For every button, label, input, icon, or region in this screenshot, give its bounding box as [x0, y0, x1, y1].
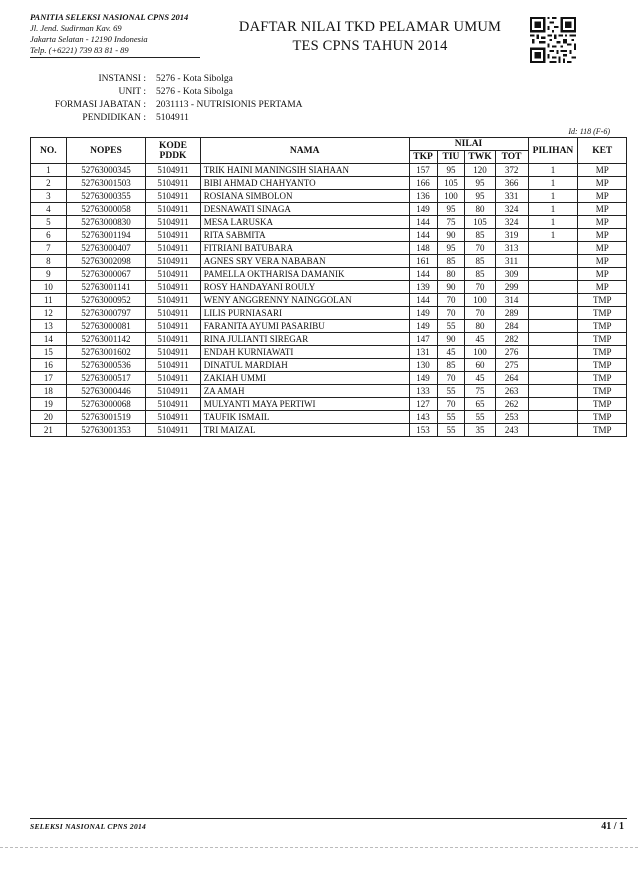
- cell-no: 10: [31, 281, 67, 294]
- cell-tkp: 149: [409, 320, 437, 333]
- cell-no: 5: [31, 216, 67, 229]
- cell-no: 19: [31, 398, 67, 411]
- cell-twk: 75: [465, 385, 495, 398]
- cell-tkp: 127: [409, 398, 437, 411]
- meta-value: 5276 - Kota Sibolga: [156, 87, 233, 97]
- col-nopes: NOPES: [66, 138, 145, 164]
- qr-code-icon: [530, 17, 576, 63]
- cell-pilihan: [528, 255, 578, 268]
- table-row: [31, 424, 627, 437]
- cell-kode-pddk: 5104911: [146, 177, 201, 190]
- cell-twk: 120: [465, 164, 495, 177]
- cell-no: 1: [31, 164, 67, 177]
- cell-twk: 100: [465, 346, 495, 359]
- meta-unit: [30, 86, 303, 99]
- cell-pilihan: 1: [528, 177, 578, 190]
- cell-ket: TMP: [578, 346, 627, 359]
- cell-nopes: 52763000952: [66, 294, 145, 307]
- cell-tot: 243: [495, 424, 528, 437]
- cell-tkp: 130: [409, 359, 437, 372]
- cell-nama: PAMELLA OKTHARISA DAMANIK: [200, 268, 409, 281]
- cell-nama: ROSY HANDAYANI ROULY: [200, 281, 409, 294]
- cell-ket: TMP: [578, 424, 627, 437]
- cell-tot: 324: [495, 203, 528, 216]
- cell-nopes: 52763001503: [66, 177, 145, 190]
- cell-nama: TRIK HAINI MANINGSIH SIAHAAN: [200, 164, 409, 177]
- organization-block: [30, 12, 188, 56]
- cell-ket: TMP: [578, 411, 627, 424]
- table-row: [31, 385, 627, 398]
- cell-tot: 262: [495, 398, 528, 411]
- cell-no: 9: [31, 268, 67, 281]
- cell-tot: 313: [495, 242, 528, 255]
- cell-pilihan: [528, 411, 578, 424]
- cell-pilihan: [528, 346, 578, 359]
- cell-nopes: 52763000067: [66, 268, 145, 281]
- table-row: [31, 216, 627, 229]
- cell-kode-pddk: 5104911: [146, 242, 201, 255]
- cell-pilihan: [528, 372, 578, 385]
- cell-nama: DINATUL MARDIAH: [200, 359, 409, 372]
- cell-tkp: 148: [409, 242, 437, 255]
- cell-tot: 309: [495, 268, 528, 281]
- cell-tiu: 45: [437, 346, 465, 359]
- cell-tiu: 55: [437, 385, 465, 398]
- cell-twk: 85: [465, 268, 495, 281]
- cell-tot: 263: [495, 385, 528, 398]
- table-body: [31, 164, 627, 437]
- cell-twk: 95: [465, 177, 495, 190]
- cell-ket: MP: [578, 190, 627, 203]
- cell-tiu: 85: [437, 359, 465, 372]
- col-tiu: TIU: [437, 151, 465, 164]
- cell-ket: MP: [578, 268, 627, 281]
- cell-ket: MP: [578, 242, 627, 255]
- meta-label: INSTANSI :: [98, 74, 146, 84]
- cell-no: 7: [31, 242, 67, 255]
- cell-kode-pddk: 5104911: [146, 333, 201, 346]
- table-row: [31, 229, 627, 242]
- cell-kode-pddk: 5104911: [146, 411, 201, 424]
- cell-twk: 45: [465, 333, 495, 346]
- cell-tiu: 70: [437, 398, 465, 411]
- cell-tot: 366: [495, 177, 528, 190]
- cell-nopes: 52763000058: [66, 203, 145, 216]
- cell-tiu: 100: [437, 190, 465, 203]
- cell-twk: 80: [465, 320, 495, 333]
- footer-label: SELEKSI NASIONAL CPNS 2014: [30, 822, 147, 831]
- cell-nama: LILIS PURNIASARI: [200, 307, 409, 320]
- cell-tiu: 75: [437, 216, 465, 229]
- header-row: [31, 138, 627, 151]
- col-twk: TWK: [465, 151, 495, 164]
- cell-nama: RINA JULIANTI SIREGAR: [200, 333, 409, 346]
- meta-value: 5276 - Kota Sibolga: [156, 74, 233, 84]
- table-row: [31, 255, 627, 268]
- cell-no: 11: [31, 294, 67, 307]
- cell-nama: ZAKIAH UMMI: [200, 372, 409, 385]
- title-line-1: DAFTAR NILAI TKD PELAMAR UMUM: [238, 19, 502, 35]
- cell-kode-pddk: 5104911: [146, 359, 201, 372]
- cell-nama: WENY ANGGRENNY NAINGGOLAN: [200, 294, 409, 307]
- cell-nopes: 52763001141: [66, 281, 145, 294]
- cell-tot: 276: [495, 346, 528, 359]
- cell-pilihan: [528, 398, 578, 411]
- table-row: [31, 346, 627, 359]
- table-row: [31, 359, 627, 372]
- cell-nama: AGNES SRY VERA NABABAN: [200, 255, 409, 268]
- table-row: [31, 164, 627, 177]
- cell-tkp: 149: [409, 203, 437, 216]
- cell-tkp: 144: [409, 216, 437, 229]
- cell-twk: 60: [465, 359, 495, 372]
- table-row: [31, 190, 627, 203]
- cell-kode-pddk: 5104911: [146, 216, 201, 229]
- cell-nopes: 52763001142: [66, 333, 145, 346]
- table-row: [31, 281, 627, 294]
- cell-no: 21: [31, 424, 67, 437]
- cell-kode-pddk: 5104911: [146, 346, 201, 359]
- applicant-meta: [30, 73, 303, 125]
- cell-no: 20: [31, 411, 67, 424]
- cell-nopes: 52763000517: [66, 372, 145, 385]
- cell-pilihan: 1: [528, 190, 578, 203]
- meta-instansi: [30, 73, 303, 86]
- cell-tkp: 166: [409, 177, 437, 190]
- cell-nama: MESA LARUSKA: [200, 216, 409, 229]
- col-no: NO.: [31, 138, 67, 164]
- cell-nama: TRI MAIZAL: [200, 424, 409, 437]
- table-row: [31, 398, 627, 411]
- page-title: [220, 18, 520, 56]
- cell-tiu: 80: [437, 268, 465, 281]
- cell-nopes: 52763000797: [66, 307, 145, 320]
- cell-twk: 65: [465, 398, 495, 411]
- cell-nama: MULYANTI MAYA PERTIWI: [200, 398, 409, 411]
- cell-kode-pddk: 5104911: [146, 255, 201, 268]
- cell-tkp: 133: [409, 385, 437, 398]
- cell-no: 15: [31, 346, 67, 359]
- cell-ket: MP: [578, 229, 627, 242]
- cell-no: 4: [31, 203, 67, 216]
- cell-ket: TMP: [578, 385, 627, 398]
- cell-nama: TAUFIK ISMAIL: [200, 411, 409, 424]
- cell-tkp: 157: [409, 164, 437, 177]
- cell-twk: 70: [465, 281, 495, 294]
- cell-tiu: 55: [437, 424, 465, 437]
- org-address: Jl. Jend. Sudirman Kav. 69: [30, 23, 122, 33]
- header-divider: [30, 57, 200, 58]
- cell-tiu: 70: [437, 294, 465, 307]
- footer-divider: [30, 818, 627, 819]
- col-tkp: TKP: [409, 151, 437, 164]
- cell-ket: MP: [578, 281, 627, 294]
- cell-no: 3: [31, 190, 67, 203]
- org-city: Jakarta Selatan - 12190 Indonesia: [30, 34, 148, 44]
- cell-tkp: 147: [409, 333, 437, 346]
- cell-nopes: 52763000355: [66, 190, 145, 203]
- cell-pilihan: [528, 294, 578, 307]
- cell-tkp: 161: [409, 255, 437, 268]
- cell-tiu: 90: [437, 281, 465, 294]
- cell-tiu: 70: [437, 372, 465, 385]
- cell-twk: 85: [465, 229, 495, 242]
- cell-tot: 314: [495, 294, 528, 307]
- table-row: [31, 333, 627, 346]
- cell-no: 13: [31, 320, 67, 333]
- cell-ket: TMP: [578, 307, 627, 320]
- cell-ket: TMP: [578, 294, 627, 307]
- cell-ket: MP: [578, 203, 627, 216]
- cell-tkp: 149: [409, 372, 437, 385]
- page-number: 41 / 1: [601, 821, 624, 832]
- cell-nopes: 52763000068: [66, 398, 145, 411]
- cell-pilihan: [528, 307, 578, 320]
- cell-kode-pddk: 5104911: [146, 320, 201, 333]
- cell-tot: 275: [495, 359, 528, 372]
- cell-tiu: 85: [437, 255, 465, 268]
- cell-pilihan: [528, 281, 578, 294]
- cell-tiu: 90: [437, 229, 465, 242]
- cell-nopes: 52763000081: [66, 320, 145, 333]
- cell-tot: 311: [495, 255, 528, 268]
- cell-tiu: 55: [437, 411, 465, 424]
- cell-twk: 100: [465, 294, 495, 307]
- cell-pilihan: [528, 268, 578, 281]
- cell-tiu: 95: [437, 203, 465, 216]
- cell-nama: BIBI AHMAD CHAHYANTO: [200, 177, 409, 190]
- cell-nopes: 52763000446: [66, 385, 145, 398]
- col-kode-pddk: KODE PDDK: [146, 138, 201, 164]
- meta-pendidikan: [30, 112, 303, 125]
- cell-tot: 319: [495, 229, 528, 242]
- cell-no: 2: [31, 177, 67, 190]
- cell-tot: 324: [495, 216, 528, 229]
- cell-tot: 282: [495, 333, 528, 346]
- cell-nopes: 52763000536: [66, 359, 145, 372]
- cell-tot: 331: [495, 190, 528, 203]
- cell-nama: RITA SABMITA: [200, 229, 409, 242]
- cell-nopes: 52763002098: [66, 255, 145, 268]
- cell-kode-pddk: 5104911: [146, 372, 201, 385]
- cell-pilihan: 1: [528, 216, 578, 229]
- table-row: [31, 177, 627, 190]
- cell-pilihan: [528, 333, 578, 346]
- cell-kode-pddk: 5104911: [146, 203, 201, 216]
- cell-tkp: 139: [409, 281, 437, 294]
- cell-tkp: 144: [409, 268, 437, 281]
- cell-tiu: 55: [437, 320, 465, 333]
- cell-tiu: 105: [437, 177, 465, 190]
- scan-edge: [0, 847, 638, 848]
- cell-twk: 45: [465, 372, 495, 385]
- cell-tiu: 70: [437, 307, 465, 320]
- meta-formasi: [30, 99, 303, 112]
- cell-no: 17: [31, 372, 67, 385]
- table-row: [31, 372, 627, 385]
- cell-kode-pddk: 5104911: [146, 424, 201, 437]
- cell-no: 14: [31, 333, 67, 346]
- cell-twk: 35: [465, 424, 495, 437]
- cell-nama: FITRIANI BATUBARA: [200, 242, 409, 255]
- cell-tot: 264: [495, 372, 528, 385]
- meta-value: 5104911: [156, 113, 189, 123]
- cell-tiu: 95: [437, 242, 465, 255]
- cell-tiu: 90: [437, 333, 465, 346]
- cell-tot: 253: [495, 411, 528, 424]
- cell-kode-pddk: 5104911: [146, 268, 201, 281]
- cell-ket: TMP: [578, 333, 627, 346]
- cell-pilihan: 1: [528, 164, 578, 177]
- cell-nama: ENDAH KURNIAWATI: [200, 346, 409, 359]
- cell-pilihan: [528, 424, 578, 437]
- cell-kode-pddk: 5104911: [146, 294, 201, 307]
- cell-no: 16: [31, 359, 67, 372]
- cell-no: 18: [31, 385, 67, 398]
- cell-nama: DESNAWATI SINAGA: [200, 203, 409, 216]
- col-ket: KET: [578, 138, 627, 164]
- cell-twk: 105: [465, 216, 495, 229]
- cell-pilihan: [528, 359, 578, 372]
- table-row: [31, 203, 627, 216]
- cell-ket: MP: [578, 216, 627, 229]
- cell-pilihan: 1: [528, 203, 578, 216]
- cell-tkp: 149: [409, 307, 437, 320]
- table-row: [31, 320, 627, 333]
- cell-tkp: 143: [409, 411, 437, 424]
- cell-tot: 284: [495, 320, 528, 333]
- cell-ket: TMP: [578, 398, 627, 411]
- table-row: [31, 411, 627, 424]
- cell-tot: 299: [495, 281, 528, 294]
- org-name: PANITIA SELEKSI NASIONAL CPNS 2014: [30, 12, 189, 22]
- meta-value: 2031113 - NUTRISIONIS PERTAMA: [156, 100, 303, 110]
- cell-twk: 85: [465, 255, 495, 268]
- cell-nama: FARANITA AYUMI PASARIBU: [200, 320, 409, 333]
- cell-kode-pddk: 5104911: [146, 307, 201, 320]
- cell-pilihan: [528, 242, 578, 255]
- cell-nopes: 52763001519: [66, 411, 145, 424]
- cell-twk: 95: [465, 190, 495, 203]
- cell-tkp: 131: [409, 346, 437, 359]
- title-line-2: TES CPNS TAHUN 2014: [292, 38, 448, 54]
- cell-no: 8: [31, 255, 67, 268]
- cell-nopes: 52763000830: [66, 216, 145, 229]
- cell-nopes: 52763001602: [66, 346, 145, 359]
- document-id: Id: 118 (F-6): [568, 127, 610, 136]
- cell-kode-pddk: 5104911: [146, 281, 201, 294]
- meta-label: FORMASI JABATAN :: [54, 100, 146, 110]
- cell-ket: MP: [578, 255, 627, 268]
- cell-ket: TMP: [578, 372, 627, 385]
- cell-twk: 80: [465, 203, 495, 216]
- table-row: [31, 307, 627, 320]
- table-row: [31, 294, 627, 307]
- cell-ket: MP: [578, 164, 627, 177]
- cell-twk: 70: [465, 307, 495, 320]
- cell-pilihan: [528, 385, 578, 398]
- cell-nopes: 52763001194: [66, 229, 145, 242]
- cell-tot: 289: [495, 307, 528, 320]
- cell-kode-pddk: 5104911: [146, 164, 201, 177]
- cell-nama: ROSIANA SIMBOLON: [200, 190, 409, 203]
- table-row: [31, 268, 627, 281]
- cell-tot: 372: [495, 164, 528, 177]
- cell-ket: MP: [578, 177, 627, 190]
- cell-twk: 70: [465, 242, 495, 255]
- cell-nopes: 52763000407: [66, 242, 145, 255]
- cell-nopes: 52763001353: [66, 424, 145, 437]
- col-nama: NAMA: [200, 138, 409, 164]
- cell-tkp: 153: [409, 424, 437, 437]
- cell-ket: TMP: [578, 320, 627, 333]
- meta-label: UNIT :: [118, 87, 146, 97]
- cell-kode-pddk: 5104911: [146, 398, 201, 411]
- col-tot: TOT: [495, 151, 528, 164]
- cell-tkp: 144: [409, 294, 437, 307]
- meta-label: PENDIDIKAN :: [82, 113, 146, 123]
- cell-twk: 55: [465, 411, 495, 424]
- table-row: [31, 242, 627, 255]
- score-table: [30, 137, 627, 437]
- cell-kode-pddk: 5104911: [146, 190, 201, 203]
- org-phone: Telp. (+6221) 739 83 81 - 89: [30, 45, 129, 55]
- cell-tkp: 136: [409, 190, 437, 203]
- cell-pilihan: 1: [528, 229, 578, 242]
- cell-kode-pddk: 5104911: [146, 385, 201, 398]
- cell-tiu: 95: [437, 164, 465, 177]
- cell-kode-pddk: 5104911: [146, 229, 201, 242]
- cell-no: 12: [31, 307, 67, 320]
- col-pilihan: PILIHAN: [528, 138, 578, 164]
- cell-nopes: 52763000345: [66, 164, 145, 177]
- cell-tkp: 144: [409, 229, 437, 242]
- cell-no: 6: [31, 229, 67, 242]
- cell-ket: TMP: [578, 359, 627, 372]
- cell-pilihan: [528, 320, 578, 333]
- col-nilai: NILAI: [409, 138, 528, 151]
- cell-nama: ZA AMAH: [200, 385, 409, 398]
